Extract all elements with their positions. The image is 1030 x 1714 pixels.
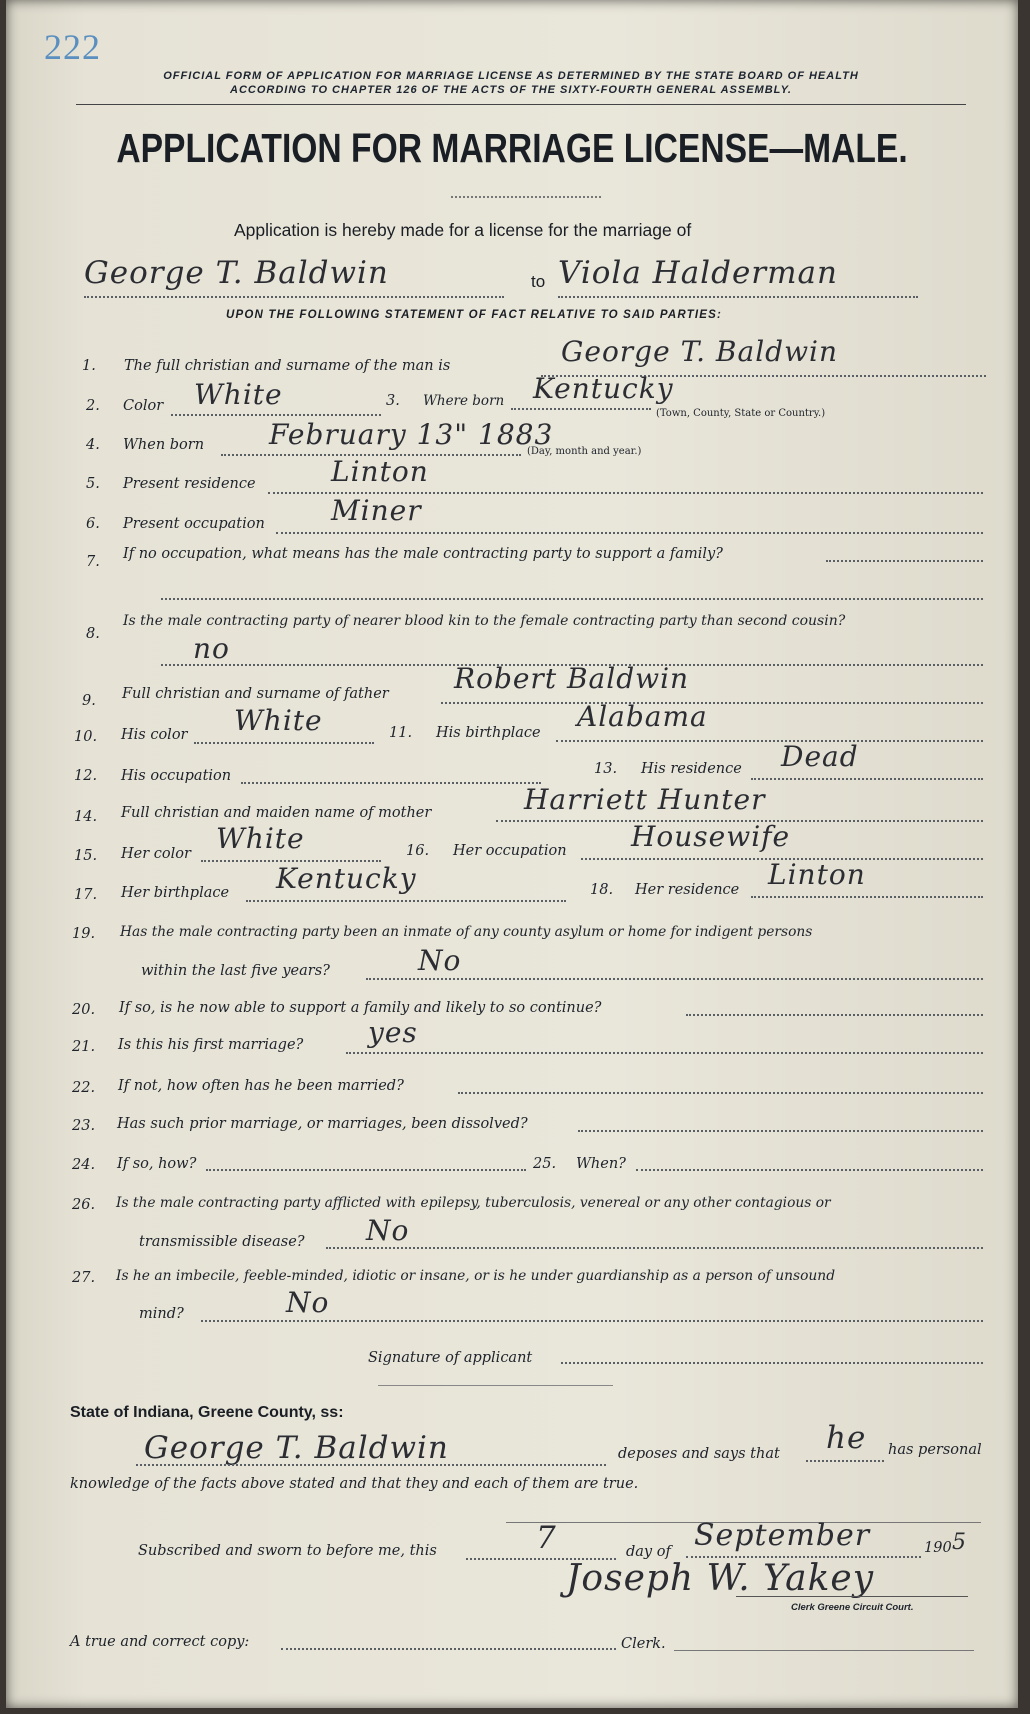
intro-text: Application is hereby made for a license for the marriage of bbox=[234, 220, 692, 240]
pronoun: he bbox=[826, 1420, 867, 1456]
deposes-text: deposes and says that bbox=[618, 1446, 780, 1462]
q14-label: Full christian and maiden name of mother bbox=[121, 805, 432, 821]
q13-number: 13. bbox=[594, 761, 618, 777]
q13-label: His residence bbox=[641, 761, 742, 777]
has-personal-text: has personal bbox=[888, 1442, 982, 1458]
month-value: September bbox=[694, 1518, 871, 1553]
q6-answer: Miner bbox=[331, 494, 422, 527]
q14-answer: Harriett Hunter bbox=[524, 783, 766, 816]
to-word: to bbox=[531, 272, 546, 291]
q20-label: If so, is he now able to support a family and likely to so continue? bbox=[119, 1000, 602, 1016]
q17-number: 17. bbox=[74, 887, 98, 903]
q25-number: 25. bbox=[533, 1156, 557, 1172]
q18-answer: Linton bbox=[768, 858, 866, 891]
q9-number: 9. bbox=[82, 693, 96, 709]
q4-number: 4. bbox=[86, 437, 100, 453]
q26-number: 26. bbox=[72, 1197, 96, 1213]
q15-label: Her color bbox=[121, 846, 191, 862]
q15-number: 15. bbox=[74, 848, 98, 864]
q4-note: (Day, month and year.) bbox=[527, 446, 642, 457]
q3-label: Where born bbox=[423, 393, 505, 409]
q19-answer: No bbox=[418, 944, 462, 977]
q23-number: 23. bbox=[72, 1118, 96, 1134]
q2-number: 2. bbox=[86, 398, 100, 414]
deponent-name: George T. Baldwin bbox=[144, 1430, 449, 1466]
q17-label: Her birthplace bbox=[121, 885, 230, 901]
q17-answer: Kentucky bbox=[276, 862, 417, 895]
day-value: 7 bbox=[536, 1520, 557, 1556]
q10-number: 10. bbox=[74, 729, 98, 745]
q8-answer: no bbox=[193, 632, 230, 665]
q26-label-2: transmissible disease? bbox=[139, 1234, 305, 1250]
q24-number: 24. bbox=[72, 1157, 96, 1173]
q5-answer: Linton bbox=[331, 455, 429, 488]
q19-number: 19. bbox=[72, 926, 96, 942]
groom-name: George T. Baldwin bbox=[84, 255, 389, 291]
q22-number: 22. bbox=[72, 1080, 96, 1096]
q7-number: 7. bbox=[86, 554, 100, 570]
q10-answer: White bbox=[234, 704, 323, 737]
q21-answer: yes bbox=[368, 1016, 418, 1049]
q11-answer: Alabama bbox=[577, 700, 708, 733]
q21-label: Is this his first marriage? bbox=[118, 1037, 304, 1053]
bride-name: Viola Halderman bbox=[558, 255, 838, 291]
year-prefix: 190 bbox=[924, 1540, 952, 1556]
q12-number: 12. bbox=[74, 768, 98, 784]
q2-label: Color bbox=[123, 398, 164, 414]
q7-label: If no occupation, what means has the male contracting party to support a family? bbox=[123, 546, 723, 562]
q15-answer: White bbox=[216, 822, 305, 855]
q27-answer: No bbox=[286, 1286, 330, 1319]
q20-number: 20. bbox=[72, 1002, 96, 1018]
q21-number: 21. bbox=[72, 1039, 96, 1055]
q26-label: Is the male contracting party afflicted with epilepsy, tuberculosis, venereal or any other contagious or bbox=[116, 1195, 831, 1211]
q27-number: 27. bbox=[72, 1270, 96, 1286]
q18-number: 18. bbox=[590, 882, 614, 898]
q27-label: Is he an imbecile, feeble-minded, idiotic or insane, or is he under guardianship as a person of unsound bbox=[116, 1268, 836, 1284]
q16-answer: Housewife bbox=[631, 820, 791, 853]
page-title: APPLICATION FOR MARRIAGE LICENSE—MALE. bbox=[116, 125, 908, 171]
q4-answer: February 13" 1883 bbox=[269, 418, 554, 451]
official-form-line-2: ACCORDING TO CHAPTER 126 OF THE ACTS OF THE SIXTY-FOURTH GENERAL ASSEMBLY. bbox=[230, 84, 792, 96]
subscribed-text: Subscribed and sworn to before me, this bbox=[138, 1543, 437, 1559]
knowledge-text: knowledge of the facts above stated and that they and each of them are true. bbox=[70, 1476, 639, 1492]
q6-number: 6. bbox=[86, 516, 100, 532]
q11-number: 11. bbox=[389, 725, 413, 741]
q5-label: Present residence bbox=[123, 476, 256, 492]
q18-label: Her residence bbox=[635, 882, 740, 898]
clerk-word: Clerk. bbox=[621, 1636, 666, 1652]
q16-label: Her occupation bbox=[453, 843, 567, 859]
license-page bbox=[6, 0, 1018, 1708]
q1-label: The full christian and surname of the man is bbox=[124, 358, 451, 374]
q11-label: His birthplace bbox=[436, 725, 541, 741]
day-of-text: day of bbox=[626, 1544, 671, 1560]
page-number: 222 bbox=[44, 27, 101, 67]
q14-number: 14. bbox=[74, 809, 98, 825]
q9-label: Full christian and surname of father bbox=[122, 686, 389, 702]
clerk-signature: Joseph W. Yakey bbox=[566, 1558, 875, 1599]
q9-answer: Robert Baldwin bbox=[454, 662, 690, 695]
signature-label: Signature of applicant bbox=[368, 1350, 533, 1366]
q19-label-2: within the last five years? bbox=[141, 963, 330, 979]
q5-number: 5. bbox=[86, 476, 100, 492]
q27-label-2: mind? bbox=[139, 1306, 184, 1322]
q22-label: If not, how often has he been married? bbox=[118, 1078, 404, 1094]
q3-number: 3. bbox=[386, 393, 400, 409]
q16-number: 16. bbox=[406, 843, 430, 859]
q2-answer: White bbox=[194, 378, 283, 411]
true-copy-label: A true and correct copy: bbox=[70, 1634, 250, 1650]
q3-answer: Kentucky bbox=[533, 372, 674, 405]
q26-answer: No bbox=[366, 1214, 410, 1247]
q19-label: Has the male contracting party been an inmate of any county asylum or home for indigent persons bbox=[120, 924, 813, 940]
q1-number: 1. bbox=[82, 358, 96, 374]
q10-label: His color bbox=[121, 727, 188, 743]
q12-label: His occupation bbox=[121, 768, 232, 784]
q6-label: Present occupation bbox=[123, 516, 265, 532]
q8-label: Is the male contracting party of nearer blood kin to the female contracting party than second cousin? bbox=[123, 613, 846, 629]
q25-label: When? bbox=[576, 1156, 626, 1172]
q1-answer: George T. Baldwin bbox=[561, 335, 839, 368]
state-line: State of Indiana, Greene County, ss: bbox=[70, 1404, 344, 1421]
q4-label: When born bbox=[123, 437, 205, 453]
q23-label: Has such prior marriage, or marriages, been dissolved? bbox=[117, 1116, 528, 1132]
year-suffix: 5 bbox=[952, 1530, 967, 1555]
official-form-line-1: OFFICIAL FORM OF APPLICATION FOR MARRIAGE LICENSE AS DETERMINED BY THE STATE BOARD OF HEALTH bbox=[163, 70, 859, 82]
clerk-title: Clerk Greene Circuit Court. bbox=[791, 1602, 914, 1613]
q13-answer: Dead bbox=[781, 740, 859, 773]
q8-number: 8. bbox=[86, 626, 100, 642]
q24-label: If so, how? bbox=[117, 1156, 197, 1172]
upon-statement: UPON THE FOLLOWING STATEMENT OF FACT RELATIVE TO SAID PARTIES: bbox=[226, 309, 723, 321]
q3-note: (Town, County, State or Country.) bbox=[656, 408, 826, 419]
